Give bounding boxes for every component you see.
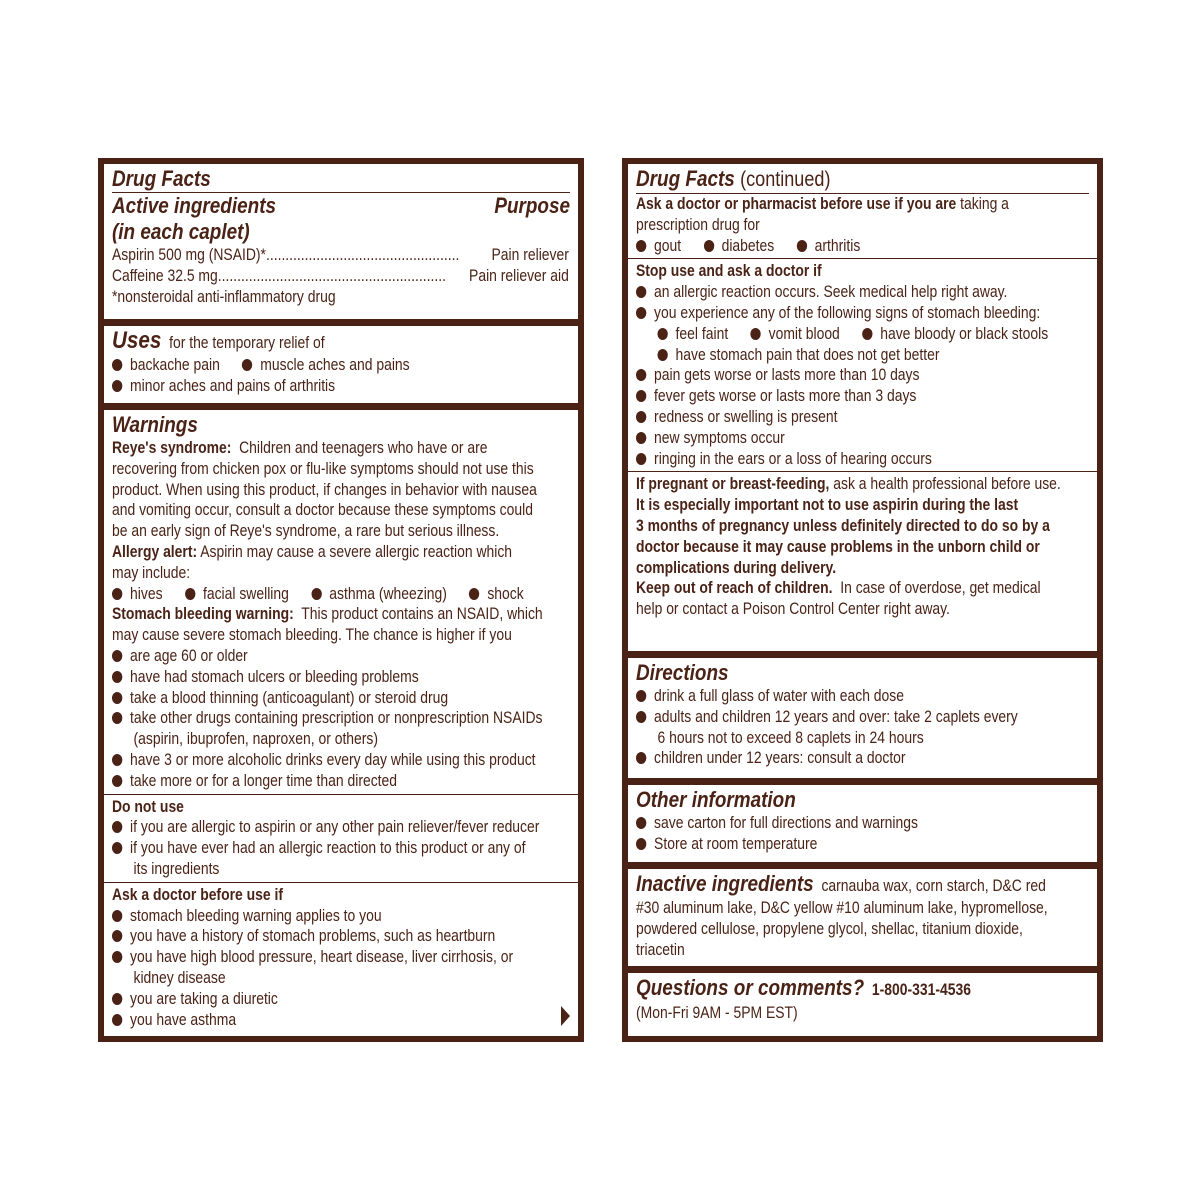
active-ingredients-heading: Active ingredients [112,193,277,218]
ingredient-row: Aspirin 500 mg (NSAID)* .................................................. Pain reliever [112,246,569,264]
bullet-icon [636,240,646,252]
other-information-title: Other information [636,787,796,812]
bullet-icon [112,951,122,963]
bullet-icon [636,453,646,465]
bullet-icon [636,411,646,423]
bullet-icon [636,838,646,850]
pregnant-label: If pregnant or breast-feeding, [636,475,830,494]
bullet-icon [636,711,646,723]
ask-pharmacist-label: Ask a doctor or pharmacist before use if you are [636,195,957,213]
purpose-heading: Purpose [494,193,570,218]
ingredient-row: Caffeine 32.5 mg ........................................................... Pain reliever aid [112,266,569,285]
stop-use-title: Stop use and ask a doctor if [636,262,822,281]
bullet-icon [636,286,646,298]
bullet-icon [242,359,252,371]
other-information-section: Other information save carton for full directions and warnings Store at room temperature [628,785,1097,862]
bullet-icon [311,588,321,600]
drug-facts-panel-right [622,158,1103,1042]
bullet-icon [185,588,195,600]
bullet-icon [112,671,122,683]
bullet-icon [112,588,122,600]
allergy-label: Allergy alert: [112,542,198,561]
bullet-icon [636,369,646,381]
active-ingredients-section [104,164,578,319]
bullet-icon [112,712,122,724]
bullet-icon [112,775,122,787]
drug-facts-title: Drug Facts [112,166,211,191]
bullet-icon [112,821,122,833]
bullet-icon [636,432,646,444]
nsaid-footnote: *nonsteroidal anti-inflammatory drug [112,287,336,306]
bullet-icon [751,328,761,340]
continued-warnings-section: Drug Facts (continued) Ask a doctor or pharmacist before use if you are taking a prescription drug for gout diabetes arthritis Stop use and ask a doctor if an allergic reaction occurs. Seek medical help right away. you experience any of the following signs of stomach bleeding: feel faint vomit blood have bloody or black stools have stomach pain that does not get better pain gets worse or lasts more than 10 days fever gets worse or lasts more than 3 days redness or swelling is present new symptoms occur ringing in the ears or a loss of hearing occurs If pregnant or breast-feeding, ask a health professional before use. It is especially important not to use aspirin during the last 3 months of pregnancy unless definitely directed to do so by a doctor because it may cause problems in the unborn child or complications during delivery. Keep out of reach of children. In case of overdose, get medical help or contact a Poison Control Center right away. [628,164,1097,651]
uses-intro: for the temporary relief of [169,334,325,352]
bullet-icon [658,328,668,340]
bullet-icon [636,690,646,702]
drug-facts-panel-left [98,158,584,1042]
bullet-icon [112,1014,122,1026]
uses-title: Uses [112,327,162,354]
reye-label: Reye's syndrome: [112,439,232,457]
bullet-icon [112,754,122,766]
keep-out-of-reach-label: Keep out of reach of children. [636,579,833,598]
bullet-icon [112,993,122,1005]
do-not-use-title: Do not use [112,797,184,816]
bullet-icon [636,817,646,829]
bullet-icon [636,307,646,319]
stomach-label: Stomach bleeding warning: [112,605,294,624]
directions-section: Directions drink a full glass of water with each dose adults and children 12 years and over: take 2 caplets every 6 hours not to exceed 8 caplets in 24 hours children under 12 years: consult a doctor [628,658,1097,778]
continue-arrow-icon [561,1006,570,1026]
questions-title: Questions or comments? [636,975,865,1000]
bullet-icon [112,359,122,371]
bullet-icon [112,380,122,392]
questions-section [628,973,1097,1036]
bullet-icon [469,588,479,600]
bullet-icon [112,692,122,704]
inactive-ingredients-title: Inactive ingredients [636,871,814,896]
warnings-section: Warnings Reye's syndrome: Children and teenagers who have or are recovering from chicken pox or flu-like symptoms should not use this product. When using this product, if changes in behavior with nausea and vomiting occur, consult a doctor because these symptoms could be an early sign of Reye's syndrome, a rare but serious illness. Allergy alert: Aspirin may cause a severe allergic reaction which may include: hives facial swelling asthma (wheezing) shock Stomach bleeding warning: This product contains an NSAID, which may cause severe stomach bleeding. The chance is higher if you are age 60 or older have had stomach ulcers or bleeding problems take a blood thinning (anticoagulant) or steroid drug take other drugs containing prescription or nonprescription NSAIDs (aspirin, ibuprofen, naproxen, or others) have 3 or more alcoholic drinks every day while using this product take more or for a longer time than directed Do not use if you are allergic to aspirin or any other pain reliever/fever reducer if you have ever had an allergic reaction to this product or any of its ingredients Ask a doctor before use if stomach bleeding warning applies to you you have a history of stomach problems, such as heartburn you have high blood pressure, heart disease, liver cirrhosis, or kidney disease you are taking a diuretic you have asthma [104,410,578,1036]
bullet-icon [112,650,122,662]
drug-facts-continued-title: Drug Facts (continued) [636,166,831,191]
bullet-icon [862,328,872,340]
directions-title: Directions [636,660,729,685]
inactive-ingredients-section: Inactive ingredients carnauba wax, corn starch, D&C red #30 aluminum lake, D&C yellow #10 aluminum lake, hypromellose, powdered cellulose, propylene glycol, shellac, titanium dioxide, triacetin [628,869,1097,966]
per-caplet-heading: (in each caplet) [112,219,250,244]
bullet-icon [112,910,122,922]
uses-section: Uses for the temporary relief of backache pain muscle aches and pains minor aches and pains of arthritis [104,326,578,403]
ask-doctor-title: Ask a doctor before use if [112,885,283,904]
bullet-icon [704,240,714,252]
bullet-icon [112,930,122,942]
bullet-icon [636,390,646,402]
phone-number: 1-800-331-4536 [871,981,971,999]
bullet-icon [797,240,807,252]
bullet-icon [636,752,646,764]
bullet-icon [658,349,668,361]
warnings-title: Warnings [112,412,198,437]
support-hours: (Mon-Fri 9AM - 5PM EST) [636,1004,798,1022]
bullet-icon [112,842,122,854]
